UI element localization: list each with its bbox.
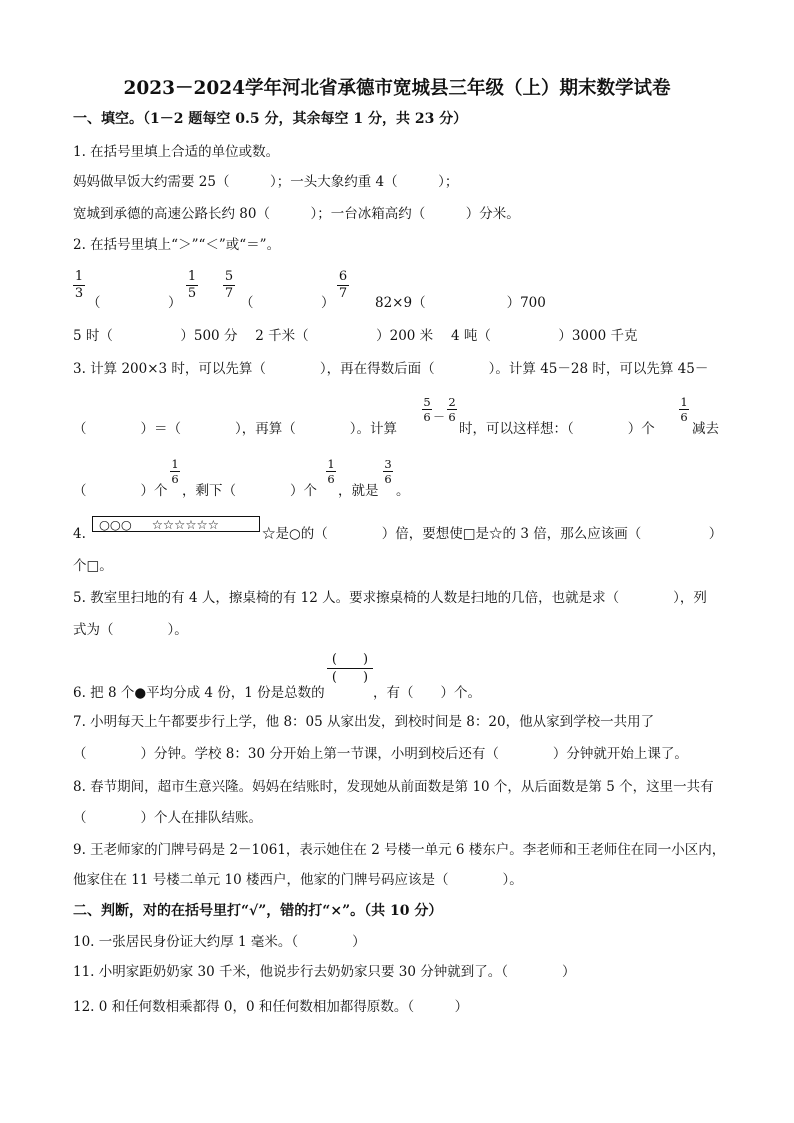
question-12: 12. 0 和任何数相乘都得 0，0 和任何数相加都得原数。（ ）: [73, 999, 469, 1015]
question-2-row-2: 5 时（ ）500 分 2 千米（ ）200 米 4 吨（ ）3000 千克: [73, 328, 638, 344]
fraction-blank-box: ( ) ( ): [327, 651, 373, 686]
compare-expression-c: 82×9（ ）700: [375, 295, 546, 311]
fraction-two-sixths: 2 6: [448, 395, 456, 424]
section-fill-in-heading: 一、填空。（1－2 题每空 0.5 分，其余每空 1 分，共 23 分）: [73, 111, 468, 127]
question-3-line-3d: 。: [396, 483, 410, 499]
question-9-line-2: 他家住在 11 号楼二单元 10 楼西户，他家的门牌号码应该是（ ）。: [73, 872, 523, 888]
question-3-line-3a: （ ）个: [73, 483, 168, 499]
question-3-line-1: 3. 计算 200×3 时，可以先算（ ），再在得数后面（ ）。计算 45－28 时，可以先算 45－: [73, 361, 709, 377]
question-7-line-2: （ ）分钟。学校 8：30 分开始上第一节课，小明到校后还有（ ）分钟就开始上课了。: [73, 746, 688, 762]
question-1-line-1: 妈妈做早饭大约需要 25（ ）；一头大象约重 4（ ）；: [73, 174, 459, 190]
fraction-one-third: 1 3: [74, 269, 84, 301]
question-8-line-2: （ ）个人在排队结账。: [73, 810, 262, 826]
question-8-line-1: 8. 春节期间，超市生意兴隆。妈妈在结账时，发现她从前面数是第 10 个，从后面数是第 5 个，这里一共有: [73, 779, 714, 795]
question-1-stem: 1. 在括号里填上合适的单位或数。: [73, 144, 280, 160]
question-5-line-1: 5. 教室里扫地的有 4 人，擦桌椅的有 12 人。要求擦桌椅的人数是扫地的几倍，也就是求（ ），列: [73, 590, 707, 606]
question-7-line-1: 7. 小明每天上午都要步行上学，他 8：05 从家出发，到校时间是 8：20，他从家到学校一共用了: [73, 714, 655, 730]
question-4-line-2: 个□。: [73, 558, 113, 574]
shape-box: [92, 516, 260, 532]
question-3-line-2a: （ ）＝（ ），再算（ ）。计算: [73, 421, 397, 437]
exam-title: 2023－2024学年河北省承德市宽城县三年级（上）期末数学试卷: [123, 78, 671, 99]
fraction-one-fifth: 1 5: [187, 269, 197, 301]
question-3-line-2c: 减去: [692, 421, 719, 437]
question-5-line-2: 式为（ ）。: [73, 622, 188, 638]
circles: ○○○: [99, 517, 132, 532]
question-3-line-3c: ，就是: [338, 483, 379, 499]
compare-blank-a: （ ）: [87, 295, 182, 311]
question-3-line-3b: ，剩下（ ）个: [182, 483, 317, 499]
fraction-one-sixth-c: 1 6: [327, 457, 335, 486]
compare-blank-b: （ ）: [240, 295, 335, 311]
question-1-line-2: 宽城到承德的高速公路长约 80（ ）；一台冰箱高约（ ）分米。: [73, 206, 520, 222]
minus-sign: －: [433, 410, 446, 424]
fraction-six-sevenths: 6 7: [338, 269, 348, 301]
question-2-stem: 2. 在括号里填上“＞”“＜”或“＝”。: [73, 237, 281, 253]
section-judge-heading: 二、判断，对的在括号里打“√”，错的打“×”。（共 10 分）: [73, 903, 443, 919]
stars: ☆☆☆☆☆☆: [151, 517, 219, 532]
fraction-three-sixths: 3 6: [384, 457, 392, 486]
question-6-text-b: ，有（ ）个。: [373, 685, 481, 701]
question-4-number: 4.: [73, 526, 86, 542]
question-9-line-1: 9. 王老师家的门牌号码是 2－1061，表示她住在 2 号楼一单元 6 楼东户。李老师和王老师住在同一小区内，: [73, 842, 726, 858]
question-4-text: ☆是○的（ ）倍，要想使□是☆的 3 倍，那么应该画（ ）: [262, 526, 723, 542]
fraction-one-sixth-b: 1 6: [171, 457, 179, 486]
question-10: 10. 一张居民身份证大约厚 1 毫米。（ ）: [73, 934, 366, 950]
fraction-five-sixths: 5 6: [423, 395, 431, 424]
fraction-five-sevenths: 5 7: [224, 269, 234, 301]
fraction-one-sixth-a: 1 6: [680, 395, 688, 424]
question-6-text-a: 6. 把 8 个●平均分成 4 份，1 份是总数的: [73, 685, 325, 701]
question-11: 11. 小明家距奶奶家 30 千米，他说步行去奶奶家只要 30 分钟就到了。（ ）: [73, 964, 576, 980]
question-3-line-2b: 时，可以这样想：（ ）个: [459, 421, 655, 437]
